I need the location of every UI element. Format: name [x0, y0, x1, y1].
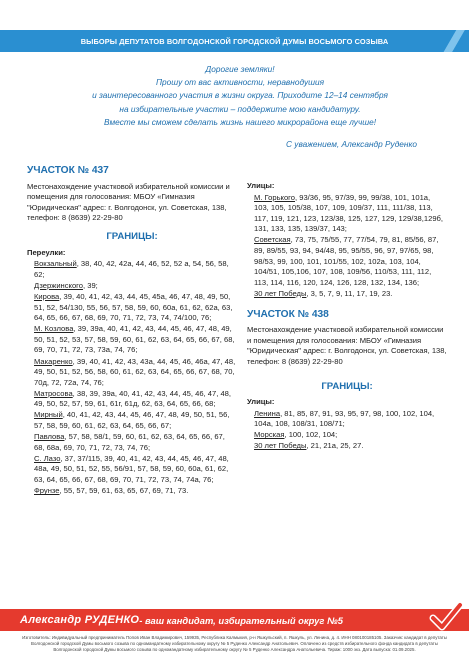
precinct-437-right: [247, 181, 447, 453]
street-item: [247, 235, 447, 288]
candidate-tagline: - ваш кандидат, избирательный округ №5: [139, 614, 343, 626]
street-item-name: Ленина: [254, 408, 281, 418]
lane-item-numbers: , 39, 40, 41, 42, 43, 43а, 44, 45, 46, 46а, 47, 48, 49, 50, 51, 52, 56, 58, 60, 61, 62, 63, 64, 65, 66, 67, 68, 70, 70д, 72, 72а, 74, 76;: [34, 356, 236, 387]
lane-item-name: Кирова: [34, 291, 60, 301]
appeal-signature: С уважением, Александр Руденко: [286, 139, 417, 149]
lane-item-name: Павлова: [34, 432, 65, 442]
lane-item-name: Макаренко: [34, 356, 73, 366]
street-item-numbers: , 81, 85, 87, 91, 93, 95, 97, 98, 100, 102, 104, 104а, 108, 108/31, 108/71;: [254, 408, 435, 429]
lane-item: [27, 454, 237, 486]
street-item: [247, 289, 447, 300]
lane-item-numbers: , 57, 58, 58/1, 59, 60, 61, 62, 63, 64, 65, 66, 67, 68, 68а, 69, 70, 71, 72, 73, 74, 76;: [34, 432, 225, 452]
lane-item: [27, 410, 237, 431]
lane-item-name: С. Лазо: [34, 453, 61, 463]
street-item-name: М. Горького: [254, 192, 296, 202]
appeal-block: [40, 63, 440, 129]
lane-item-name: Матросова: [34, 388, 73, 398]
page-title: ВЫБОРЫ ДЕПУТАТОВ ВОЛГОДОНСКОЙ ГОРОДСКОЙ ДУМЫ ВОСЬМОГО СОЗЫВА: [80, 36, 389, 46]
lanes-title: Переулки:: [27, 247, 66, 257]
lane-item: [27, 432, 237, 453]
lane-item-name: Фрунзе: [34, 486, 60, 496]
lane-item-name: Мирный: [34, 410, 63, 420]
lane-item: [27, 357, 237, 389]
precinct-437-borders-title: ГРАНИЦЫ:: [106, 230, 158, 242]
lane-item-name: Вокзальный: [34, 259, 77, 269]
lane-item-numbers: , 39, 40, 41, 42, 43, 44, 45, 45а, 46, 47, 48, 49, 50, 51, 52, 54/130, 55, 56, 57, 58, 59, 60, 60а, 61, 62, 62а, 63, 64, 65, 66, 67, 68, 69, 70, 71, 72, 73, 74, 74/100, 76;: [34, 291, 233, 323]
legal-footer: Изготовитель: Индивидуальный предприниматель Попов Иван Владимирович, 159935, Республика Калмыкия, р-н Яшкульский, п. Яшкуль, ул. Ленина, д. 4. ИНН 080100185105. Заказчик: кандидат в депутаты Волгодонской городской Думы восьмого созыва по одномандатному избирательному округу № 5 Руденко Александр Анатольевич. Оплачено из средств избирательного фонда кандидата в депутаты Волгодонской городской Думы восьмого созыва по одномандатному избирательному округу № 5 Руденко Александра Анатольевича. Тираж: 1000 экз. Дата выпуска: 01.09.2025.: [22, 635, 447, 652]
lane-item-name: М. Козлова: [34, 324, 74, 334]
street-item: [247, 430, 447, 441]
streets-list: [247, 193, 447, 300]
street-item: [247, 441, 447, 452]
lane-item-numbers: , 38, 40, 42, 42а, 44, 46, 52, 52 а, 54, 56, 58, 62;: [34, 259, 229, 279]
street-item-name: Советская: [254, 235, 291, 245]
lane-item-numbers: , 39, 39а, 40, 41, 42, 43, 44, 45, 46, 47, 48, 49, 50, 51, 52, 53, 57, 58, 59, 60, 61, 62, 63, 64, 65, 66, 67, 68, 69, 70, 71, 72, 73, 73а, 74, 76;: [34, 324, 235, 355]
lane-item-numbers: , 40, 41, 42, 43, 44, 45, 46, 47, 48, 49, 50, 51, 56, 57, 58, 59, 60, 61, 62, 63, 64, 65, 66, 67;: [34, 410, 230, 431]
precinct-437-title: УЧАСТОК № 437: [27, 165, 109, 176]
lane-item: [27, 259, 237, 280]
lanes-list: [27, 259, 237, 497]
streets-title: Улицы:: [247, 181, 275, 190]
lane-item: [27, 281, 237, 292]
street-item-numbers: , 100, 102, 104;: [284, 430, 338, 440]
lane-item: [27, 324, 237, 356]
street-item-name: 30 лет Победы: [254, 441, 307, 451]
candidate-banner: [0, 609, 469, 631]
lane-item: [27, 389, 237, 410]
precinct-437-left: [27, 166, 237, 497]
street-item-name: 30 лет Победы: [254, 288, 307, 298]
street-item: [247, 193, 447, 235]
precinct-437-address: Местонахождение участковой избирательной комиссии и помещения для голосования: МБОУ «Гимназия "Юридическая" адрес: г. Волгодонск, ул. Советская, 138, телефон: 8 (8639) 22-29-80: [27, 181, 230, 223]
appeal-line: Прошу от вас активности, неравнодушия: [155, 77, 325, 88]
candidate-name: Александр РУДЕНКО: [20, 614, 140, 626]
streets-438-title: Улицы:: [247, 397, 275, 407]
checkmark-icon: [429, 600, 463, 634]
street-item: [247, 409, 447, 430]
lane-item-numbers: , 55, 57, 59, 61, 63, 65, 67, 69, 71, 73.: [59, 486, 189, 496]
lane-item: [27, 292, 237, 324]
appeal-line: на избирательные участки – поддержите мою кандидатуру.: [119, 103, 361, 114]
appeal-line: Вместе мы сможем сделать жизнь нашего микрорайона еще лучше!: [103, 116, 377, 127]
street-item-numbers: , 21, 21а, 25, 27.: [306, 441, 364, 451]
street-item-name: Морская: [254, 430, 285, 440]
header-bar: [0, 30, 469, 52]
precinct-438-title: УЧАСТОК № 438: [247, 308, 329, 320]
lane-item-numbers: , 37, 37/115, 39, 40, 41, 42, 43, 44, 45, 46, 47, 48, 48а, 49, 50, 51, 52, 55, 56/91, 57, 58, 59, 60, 60а, 61, 62, 63, 64, 65, 66, 67, 68, 69, 70, 71, 72, 73, 74, 74а, 76;: [34, 453, 229, 485]
street-item-numbers: , 93/36, 95, 97/39, 99, 99/38, 101, 101а, 103, 105, 105/38, 107, 109, 109/37, 111, 111/38, 113, 117, 119, 121, 123, 123/38, 125, 127, 129, 129/38,129б, 131, 133, 135, 139/37, 143;: [254, 192, 444, 234]
streets-438-list: [247, 409, 447, 452]
lane-item-numbers: , 38, 39, 39а, 40, 41, 42, 43, 44, 45, 46, 47, 48, 49, 50, 52, 57, 59, 61, 61г, 61д, 62, 63, 64, 65, 66, 68;: [34, 388, 231, 409]
street-item-numbers: , 3, 5, 7, 9, 11, 17, 19, 23.: [306, 288, 393, 298]
street-item-numbers: , 73, 75, 75/55, 77, 77/54, 79, 81, 85/56, 87, 89, 89/55, 93, 94, 94/48, 95, 95/55, 96, 97, 97/65, 98, 98/53, 99, 100, 101, 101/55, 102, 102а, 103, 104, 104/51, 105,106, 107, 108, 109/56, 110/53, 111, 112, 113, 114, 116, 120, 124, 126, 128, 132, 134, 136;: [254, 235, 439, 287]
lane-item-numbers: , 39;: [83, 280, 98, 290]
precinct-438-address: Местонахождение участковой избирательной комиссии и помещения для голосования: МБОУ «Гимназия "Юридическая" адрес: г. Волгодонск, ул. Советская, 138, телефон: 8 (8639) 22-29-80: [247, 325, 447, 366]
lane-item-name: Дзержинского: [34, 280, 84, 290]
lane-item: [27, 486, 237, 497]
appeal-line: и заинтересованного участия в жизни округа. Приходите 12–14 сентября: [92, 90, 388, 101]
precinct-438-borders-title: ГРАНИЦЫ:: [321, 380, 373, 392]
appeal-line: Дорогие земляки!: [205, 64, 275, 74]
